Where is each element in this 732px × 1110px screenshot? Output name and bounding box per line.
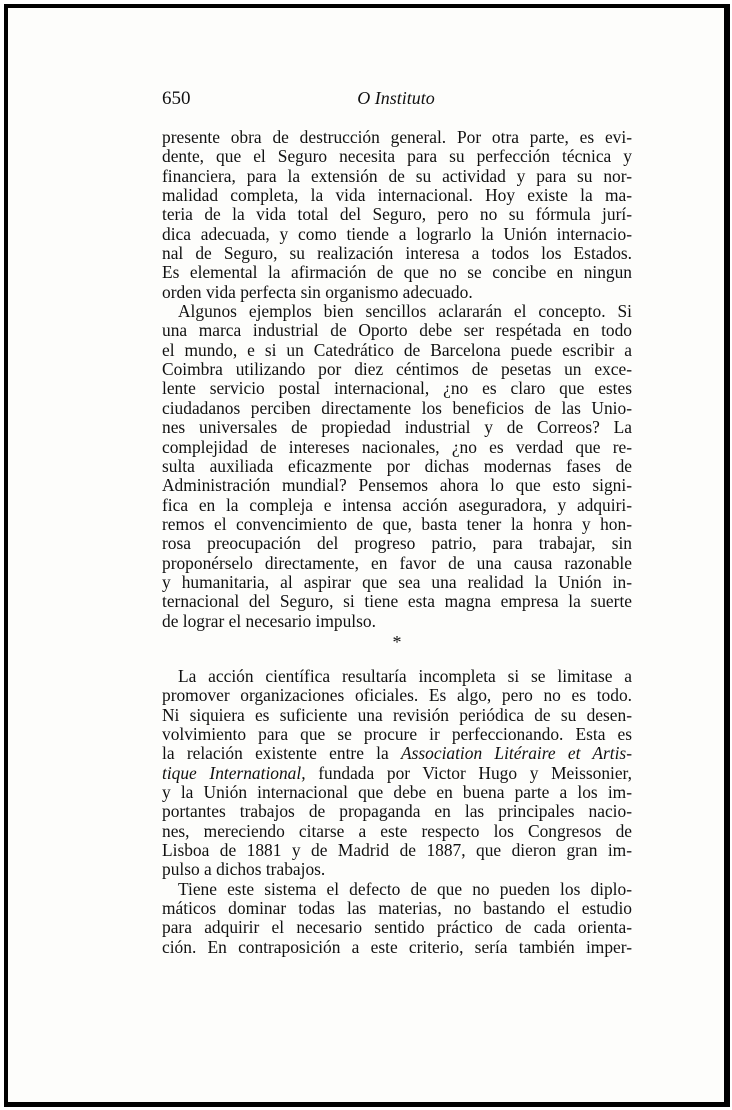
text-line: dente, que el Seguro necesita para su perfección técnica y [162, 146, 632, 167]
text-line: volvimiento para que se procure ir perfeccionando. Esta es [162, 724, 632, 745]
text-line: para adquirir el necesario sentido práctico de cada orienta- [162, 917, 632, 938]
page-header [162, 88, 630, 112]
text-line: nal de Seguro, su realización interesa a todos los Estados. [162, 243, 632, 264]
text-line: Ni siquiera es suficiente una revisión periódica de su desen- [162, 704, 632, 725]
italic-title: Association Litéraire et Artis- [401, 743, 632, 764]
running-title: O Instituto [357, 88, 435, 108]
page-number: 650 [162, 88, 191, 109]
text-line: complejidad de intereses nacionales, ¿no es verdad que re- [162, 436, 632, 457]
text-line: Administración mundial? Pensemos ahora lo que esto signi- [162, 475, 632, 496]
text-line: y humanitaria, al aspirar que sea una realidad la Unión in- [162, 571, 632, 592]
text-line: ciudadanos perciben directamente los beneficios de las Unio- [162, 397, 632, 418]
text-line: nes, mereciendo citarse a este respecto los Congresos de [162, 820, 632, 841]
text-line: y la Unión internacional que debe en buena parte a los im- [162, 782, 632, 803]
text-line: dica adecuada, y como tiende a lograrlo la Unión internacio- [162, 223, 632, 244]
text-line: Coimbra utilizando por diez céntimos de pesetas un exce- [162, 359, 632, 380]
text-line [162, 764, 632, 783]
text-line: nes universales de propiedad industrial y de Correos? La [162, 417, 632, 438]
text-line: Tiene este sistema el defecto de que no pueden los diplo- [178, 878, 632, 899]
body-text-block-1 [162, 128, 632, 631]
text-line: fica en la compleja e intensa acción aseguradora, y adquiri- [162, 494, 632, 515]
text-line [162, 744, 632, 763]
text-line: de lograr el necesario impulso. [162, 610, 376, 631]
text-line: Es elemental la afirmación de que no se concibe en ningun [162, 262, 632, 283]
section-separator: * [392, 632, 402, 652]
text-run: la relación existente entre la [162, 743, 401, 764]
text-line: teria de la vida total del Seguro, pero no su fórmula jurí- [162, 204, 632, 225]
text-line: ción. En contraposición a este criterio, sería también imper- [162, 936, 632, 957]
italic-title: tique International, [162, 762, 306, 783]
text-line: el mundo, e si un Catedrático de Barcelona puede escribir a [162, 339, 632, 360]
text-line: sulta auxiliada eficazmente por dichas modernas fases de [162, 455, 632, 476]
text-line: La acción científica resultaría incompleta si se limitase a [178, 666, 632, 686]
body-text-block-2 [162, 667, 632, 957]
text-line: orden vida perfecta sin organismo adecuado. [162, 281, 473, 302]
text-line: malidad completa, la vida internacional. Hoy existe la ma- [162, 185, 632, 206]
text-line: Algunos ejemplos bien sencillos aclararán el concepto. Si [178, 301, 632, 322]
text-line: remos el convencimiento de que, basta tener la honra y hon- [162, 513, 632, 534]
text-line: máticos dominar todas las materias, no bastando el estudio [162, 898, 632, 919]
text-line: Lisboa de 1881 y de Madrid de 1887, que dieron gran im- [162, 840, 632, 861]
text-line: promover organizaciones oficiales. Es algo, pero no es todo. [162, 685, 632, 706]
text-line: ternacional del Seguro, si tiene esta magna empresa la suerte [162, 591, 632, 612]
text-line: rosa preocupación del progreso patrio, para trabajar, sin [162, 533, 632, 554]
text-line: lente servicio postal internacional, ¿no es claro que estes [162, 378, 632, 399]
text-line: proponérselo directamente, en favor de una causa razonable [162, 552, 632, 573]
text-run: fundada por Victor Hugo y Meissonier, [305, 762, 633, 783]
text-line: presente obra de destrucción general. Por otra parte, es evi- [162, 127, 632, 147]
text-line: portantes trabajos de propaganda en las principales nacio- [162, 801, 632, 822]
text-line: financiera, para la extensión de su actividad y para su nor- [162, 165, 632, 186]
text-line: pulso a dichos trabajos. [162, 859, 326, 880]
text-line: una marca industrial de Oporto debe ser respétada en todo [162, 320, 632, 341]
